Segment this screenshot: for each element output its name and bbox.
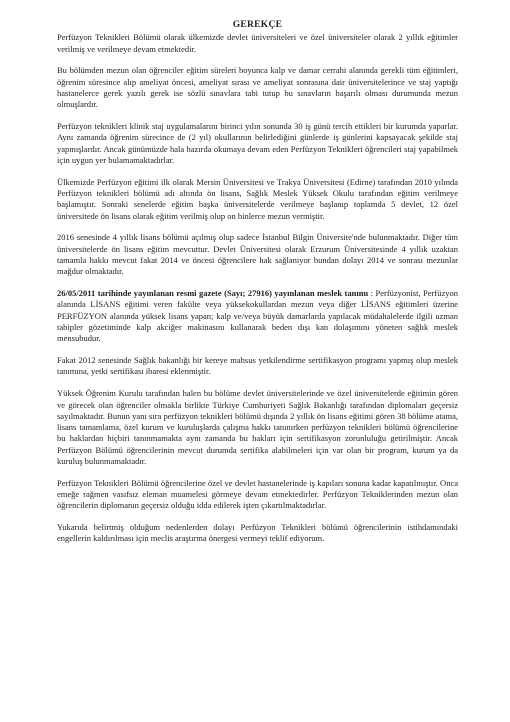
paragraph-text: Perfüzyon Teknikleri Bölümü öğrencilerine özel ve devlet hastanelerinde iş kapıları sonuna kadar kapatılmıştır. Onca emeğe rağmen vasıfsız eleman muamelesi görmeye devam etmektedirler. Perfüzyon Tekniklerinden mezun olan öğrencilerin diplomanın geçersiz olduğu idda edilerek işten çıkartılmaktadırlar. (57, 477, 458, 511)
paragraph-text: Yukarıda belirtmiş olduğum nedenlerden dolayı Perfüzyon Teknikleri bölümü öğrencilerinin istihdamındaki engellerin kaldırılması için meclis araştırma önergesi vermeyi teklif ediyorum. (57, 522, 458, 544)
document-title: GEREKÇE (232, 20, 283, 30)
paragraph-2 (57, 65, 458, 110)
paragraph-text: Perfüzyon teknikleri klinik staj uygulamalarını birinci yılın sonunda 30 iş günü tercih ettikleri bir kurumda yaparlar. Aynı zamanda öğrenim sürecince de (2 yıl) okullarının belirlediğini günlerde iş günlerini kapsayacak şekilde staj yapmışlardır. Ancak günümüzde hala hazırda okumaya devam eden Perfüzyon Teknikleri öğrencileri staj yapabilmek için uygun yer bulamamaktadırlar. (57, 121, 458, 165)
paragraph-4 (57, 177, 458, 222)
paragraph-text: Bu bölümden mezun olan öğrenciler eğitim süreleri boyunca kalp ve damar cerrahi alanında gerekli tüm eğitimleri, öğrenim süresince alıp ameliyat öncesi, ameliyat sırası ve ameliyat sonrasına dair üniversitelerince ve staj yaptığı hastanelerce gerek yazılı gerek ise sözlü sınavlara tabi tutup bu sınavların başarılı olması durumunda mezun olmuşlardır. (57, 65, 458, 110)
paragraph-text: : Perfüzyonist, Perfüzyon alanında LİSANS eğitimi veren fakülte veya yüksekokullardan mezun veya diğer LİSANS eğitimleri üzerine PERFÜZYON alanında yüksek lisans yapan; kalp ve/veya büyük damarlarda yapılacak müdahalelerde ilgili uzman tabipler gözetiminde kalp akciğer makinasını kullanarak beden dışı kan dolaşımını yöneten sağlık meslek mensubudur. (57, 288, 458, 344)
paragraph-6 (57, 288, 458, 344)
paragraph-text: Ülkemizde Perfüzyon eğitimi ilk olarak Mersin Üniversitesi ve Trakya Üniversitesi (Edirne) tarafından 2010 yılında Perfüzyon teknikleri bölümü adı altında ön lisans, Sağlık Meslek Yüksek Okulu tarafından eğitim verilmeye başlamıştır. Sonraki senelerde eğitim başka üniversitelerde verilmeye başlanıp toplamda 5 devlet, 12 özel üniversitede ön lisans olarak eğitim verilmiş olup on binlerce mezun vermiştir. (57, 176, 458, 221)
paragraph-1 (57, 32, 458, 55)
paragraph-5 (57, 232, 458, 277)
paragraph-text: Perfüzyon Teknikleri Bölümü olarak ülkemizde devlet üniversiteleri ve özel üniversiteler olarak 2 yıllık eğitimler verilmiş ve verilmeye devam etmektedir. (57, 32, 458, 54)
paragraph-3 (57, 121, 458, 166)
paragraph-7 (57, 355, 458, 378)
paragraph-9 (57, 478, 458, 512)
paragraph-text: Fakat 2012 senesinde Sağlık bakanlığı bir kereye mahsus yetkilendirme sertifikasyon programı yapmış olup meslek tanımına, yetki sertifikası ibaresi eklenmiştir. (57, 355, 458, 377)
paragraph-10 (57, 522, 458, 545)
paragraph-lead-bold: 26/05/2011 tarihinde yayınlanan resmi gazete (Sayı; 27916) yayınlanan meslek tanımı (57, 288, 369, 299)
paragraph-text: 2016 senesinde 4 yıllık lisans bölümü açılmış olup sadece İstanbul Bilgin Üniversite'nde bulunmaktadır. Diğer tüm üniversitelerde ön lisans eğitim mevcuttur. Devlet Üniversitesi olarak Erzurum Üniversitesinde 4 yıllık uzaktan tamamla hakkı mevcut fakat 2014 ve öncesi öğrencilere hak sağlanıyor bundan dolayı 2014 ve sonrası mezunlar mağdur olmaktadır. (57, 232, 458, 277)
paragraph-8 (57, 388, 458, 467)
paragraph-text: Yüksek Öğrenim Kurulu tarafından halen bu bölüme devlet üniversitelerinde ve özel üniversitelerde eğitimin gören ve görecek olan öğrenciler olmakla birlikte Türkiye Cumhuriyeti Sağlık Bakanlığı tarafından diplomaları geçersiz sayılmaktadır. Bunun yanı sıra perfüzyon teknikleri bölümü dışında 2 yıllık ön lisans eğitimi gören 38 bölüme atama, lisans tamamlama, özel kurum ve kuruluşlarda çalışma hakkı tanınırken perfüzyon teknikleri bölümü öğrencilerine bu haklardan hiçbiri tanınmamakta aynı zamanda bu hakları için sertifikasyon zorunluluğu getirilmiştir. Ancak Perfüzyon Bölümü öğrencilerinin mevcut durumda sertifika alabilmeleri için var olan bir program, kurum ya da kuruluş bulunmamaktadır. (57, 388, 458, 466)
